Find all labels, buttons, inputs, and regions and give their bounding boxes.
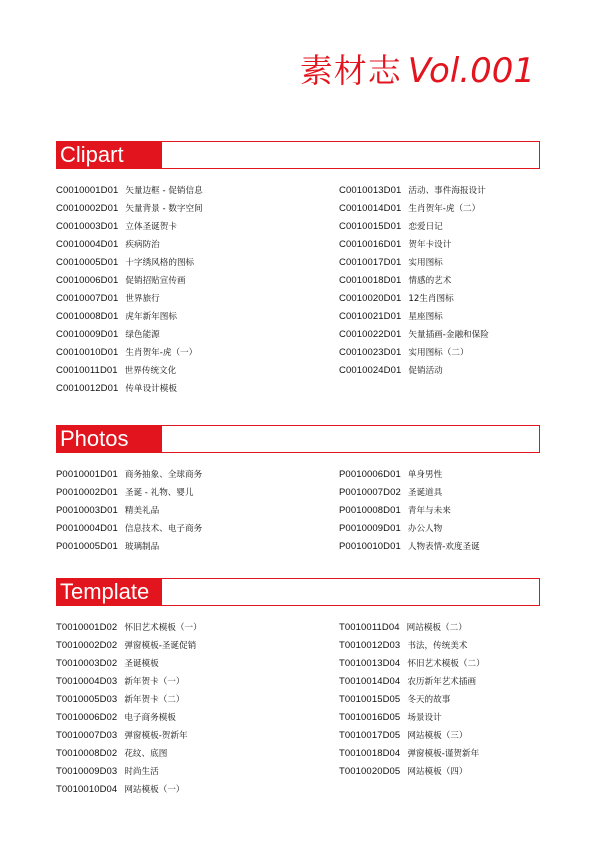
list-item <box>339 619 485 637</box>
list-item <box>56 709 202 727</box>
item-code: P0010006D01 <box>339 469 401 480</box>
title-volume: Vol.001 <box>407 51 535 91</box>
item-code: C0010009D01 <box>56 329 119 340</box>
item-code: C0010005D01 <box>56 257 119 268</box>
list-item <box>56 466 202 484</box>
item-name: 恋爱日记 <box>408 222 443 232</box>
item-name: 弹窗模板-贺新年 <box>124 731 188 741</box>
item-code: C0010014D01 <box>339 203 402 214</box>
item-name: 圣诞道具 <box>407 488 443 498</box>
item-code: T0010012D03 <box>339 640 401 651</box>
list-item <box>56 344 203 362</box>
item-name: 活动、事件海报设计 <box>408 186 486 196</box>
item-code: C0010006D01 <box>56 275 119 286</box>
item-name: 绿色能源 <box>125 330 160 340</box>
item-name: 冬天的故事 <box>407 695 451 705</box>
item-code: C0010018D01 <box>339 275 402 286</box>
list-item <box>339 344 489 362</box>
item-name: 网站模板（四） <box>407 767 468 777</box>
item-code: C0010003D01 <box>56 221 119 232</box>
section-label: Template <box>56 578 162 606</box>
item-code: C0010016D01 <box>339 239 402 250</box>
item-name: 网站模板（二） <box>406 623 467 633</box>
list-item <box>339 709 485 727</box>
item-code: C0010024D01 <box>339 365 402 376</box>
item-code: P0010008D01 <box>339 505 401 516</box>
item-name: 网站模板（一） <box>124 785 185 795</box>
item-code: P0010004D01 <box>56 523 118 534</box>
item-code: T0010007D03 <box>56 730 118 741</box>
item-code: C0010010D01 <box>56 347 119 358</box>
item-code: C0010021D01 <box>339 311 402 322</box>
item-name: 新年贺卡（二） <box>124 695 185 705</box>
item-name: 新年贺卡（一） <box>124 677 185 687</box>
item-name: 怀旧艺术模板（二） <box>407 659 485 669</box>
list-item <box>56 637 202 655</box>
item-code: P0010010D01 <box>339 541 401 552</box>
item-code: T0010015D05 <box>339 694 401 705</box>
list-item <box>56 182 203 200</box>
item-code: T0010014D04 <box>339 676 401 687</box>
item-name: 矢量背景 - 数字空间 <box>125 204 203 214</box>
list-item <box>56 236 203 254</box>
list-left <box>56 182 203 398</box>
list-item <box>56 272 203 290</box>
list-item <box>339 538 480 556</box>
list-item <box>339 326 489 344</box>
item-name: 实用图标 <box>408 258 443 268</box>
list-item <box>56 520 202 538</box>
item-code: P0010001D01 <box>56 469 118 480</box>
list-item <box>56 308 203 326</box>
list-right <box>339 466 480 556</box>
item-code: T0010011D04 <box>339 622 400 633</box>
list-item <box>339 362 489 380</box>
list-item <box>339 200 489 218</box>
item-name: 圣诞 - 礼物、婴儿 <box>124 488 194 498</box>
list-item <box>339 745 485 763</box>
page-title <box>299 51 535 91</box>
item-name: 信息技术、电子商务 <box>124 524 203 534</box>
item-code: C0010011D01 <box>56 365 118 376</box>
item-name: 生肖贺年-虎（一） <box>125 348 198 358</box>
title-chinese: 素材志 <box>299 51 402 90</box>
list-item <box>339 218 489 236</box>
list-item <box>339 308 489 326</box>
item-name: 圣诞模板 <box>124 659 159 669</box>
list-item <box>56 781 202 799</box>
item-name: 疾病防治 <box>125 240 160 250</box>
item-code: T0010003D02 <box>56 658 118 669</box>
item-name: 弹窗模板-谨贺新年 <box>407 749 480 759</box>
item-name: 网站模板（三） <box>407 731 468 741</box>
item-code: T0010002D02 <box>56 640 118 651</box>
list-item <box>339 502 480 520</box>
item-name: 促销招贴宣传画 <box>125 276 186 286</box>
list-item <box>339 763 485 781</box>
item-name: 怀旧艺术模板（一） <box>124 623 202 633</box>
item-code: T0010020D05 <box>339 766 401 777</box>
list-item <box>339 484 480 502</box>
item-name: 十字绣风格的图标 <box>125 258 195 268</box>
item-name: 电子商务模板 <box>124 713 176 723</box>
list-item <box>56 673 202 691</box>
item-name: 实用图标（二） <box>408 348 469 358</box>
list-item <box>339 236 489 254</box>
list-item <box>339 182 489 200</box>
list-right <box>339 619 485 781</box>
section-label: Clipart <box>56 141 162 169</box>
section-photos <box>56 425 540 552</box>
item-name: 玻璃制品 <box>124 542 160 552</box>
list-item <box>339 655 485 673</box>
list-item <box>56 484 202 502</box>
list-item <box>56 200 203 218</box>
item-code: T0010008D02 <box>56 748 118 759</box>
item-name: 单身男性 <box>407 470 443 480</box>
item-code: C0010023D01 <box>339 347 402 358</box>
item-name: 场景设计 <box>407 713 442 723</box>
item-code: T0010005D03 <box>56 694 118 705</box>
section-header <box>56 425 540 453</box>
section-template <box>56 578 540 795</box>
section-clipart <box>56 141 540 394</box>
item-code: P0010002D01 <box>56 487 118 498</box>
item-code: P0010005D01 <box>56 541 118 552</box>
section-header <box>56 141 540 169</box>
list-item <box>56 691 202 709</box>
item-name: 矢量插画-金融和保险 <box>408 330 489 340</box>
list-item <box>56 502 202 520</box>
list-left <box>56 619 202 799</box>
list-left <box>56 466 202 556</box>
item-name: 人物表情-欢度圣诞 <box>407 542 480 552</box>
item-name: 星座图标 <box>408 312 443 322</box>
item-code: C0010017D01 <box>339 257 402 268</box>
item-code: P0010009D01 <box>339 523 401 534</box>
item-code: T0010018D04 <box>339 748 401 759</box>
item-code: T0010006D02 <box>56 712 118 723</box>
item-code: C0010013D01 <box>339 185 402 196</box>
item-code: T0010017D05 <box>339 730 401 741</box>
list-item <box>339 637 485 655</box>
list-item <box>339 673 485 691</box>
item-code: C0010015D01 <box>339 221 402 232</box>
item-name: 情感的艺术 <box>408 276 452 286</box>
list-item <box>56 538 202 556</box>
item-name: 时尚生活 <box>124 767 159 777</box>
item-code: T0010013D04 <box>339 658 401 669</box>
list-item <box>339 727 485 745</box>
item-code: C0010020D01 <box>339 293 402 304</box>
item-code: T0010016D05 <box>339 712 401 723</box>
item-code: C0010012D01 <box>56 383 119 394</box>
list-item <box>339 520 480 538</box>
list-item <box>56 655 202 673</box>
item-name: 生肖贺年-虎（二） <box>408 204 481 214</box>
item-name: 农历新年艺术插画 <box>407 677 477 687</box>
item-code: T0010010D04 <box>56 784 118 795</box>
item-code: C0010004D01 <box>56 239 119 250</box>
list-item <box>339 691 485 709</box>
list-item <box>56 727 202 745</box>
item-code: P0010003D01 <box>56 505 118 516</box>
list-item <box>339 272 489 290</box>
item-code: T0010009D03 <box>56 766 118 777</box>
item-name: 立体圣诞贺卡 <box>125 222 177 232</box>
list-item <box>56 619 202 637</box>
item-name: 12生肖图标 <box>408 294 454 304</box>
item-code: C0010002D01 <box>56 203 119 214</box>
item-code: C0010001D01 <box>56 185 119 196</box>
list-item <box>56 745 202 763</box>
item-name: 虎年新年图标 <box>125 312 177 322</box>
item-code: T0010004D03 <box>56 676 118 687</box>
list-item <box>56 380 203 398</box>
item-name: 弹窗模板-圣诞促销 <box>124 641 197 651</box>
list-item <box>56 362 203 380</box>
list-item <box>339 254 489 272</box>
item-code: C0010022D01 <box>339 329 402 340</box>
section-label: Photos <box>56 425 162 453</box>
list-item <box>56 254 203 272</box>
section-header <box>56 578 540 606</box>
item-name: 世界传统文化 <box>124 366 177 376</box>
list-item <box>56 326 203 344</box>
item-name: 商务抽象、全球商务 <box>124 470 203 480</box>
item-name: 办公人物 <box>407 524 443 534</box>
list-item <box>339 466 480 484</box>
list-item <box>339 290 489 308</box>
item-code: P0010007D02 <box>339 487 401 498</box>
list-item <box>56 290 203 308</box>
item-name: 精美礼品 <box>124 506 160 516</box>
item-code: C0010008D01 <box>56 311 119 322</box>
list-right <box>339 182 489 380</box>
item-name: 青年与未来 <box>407 506 451 516</box>
item-name: 书法，传统美术 <box>407 641 468 651</box>
item-name: 矢量边框 - 促销信息 <box>125 186 203 196</box>
item-name: 花纹、底图 <box>124 749 168 759</box>
list-item <box>56 218 203 236</box>
item-name: 世界旅行 <box>125 294 160 304</box>
item-name: 贺年卡设计 <box>408 240 452 250</box>
item-name: 传单设计模板 <box>125 384 177 394</box>
item-name: 促销活动 <box>408 366 443 376</box>
item-code: C0010007D01 <box>56 293 119 304</box>
item-code: T0010001D02 <box>56 622 118 633</box>
list-item <box>56 763 202 781</box>
